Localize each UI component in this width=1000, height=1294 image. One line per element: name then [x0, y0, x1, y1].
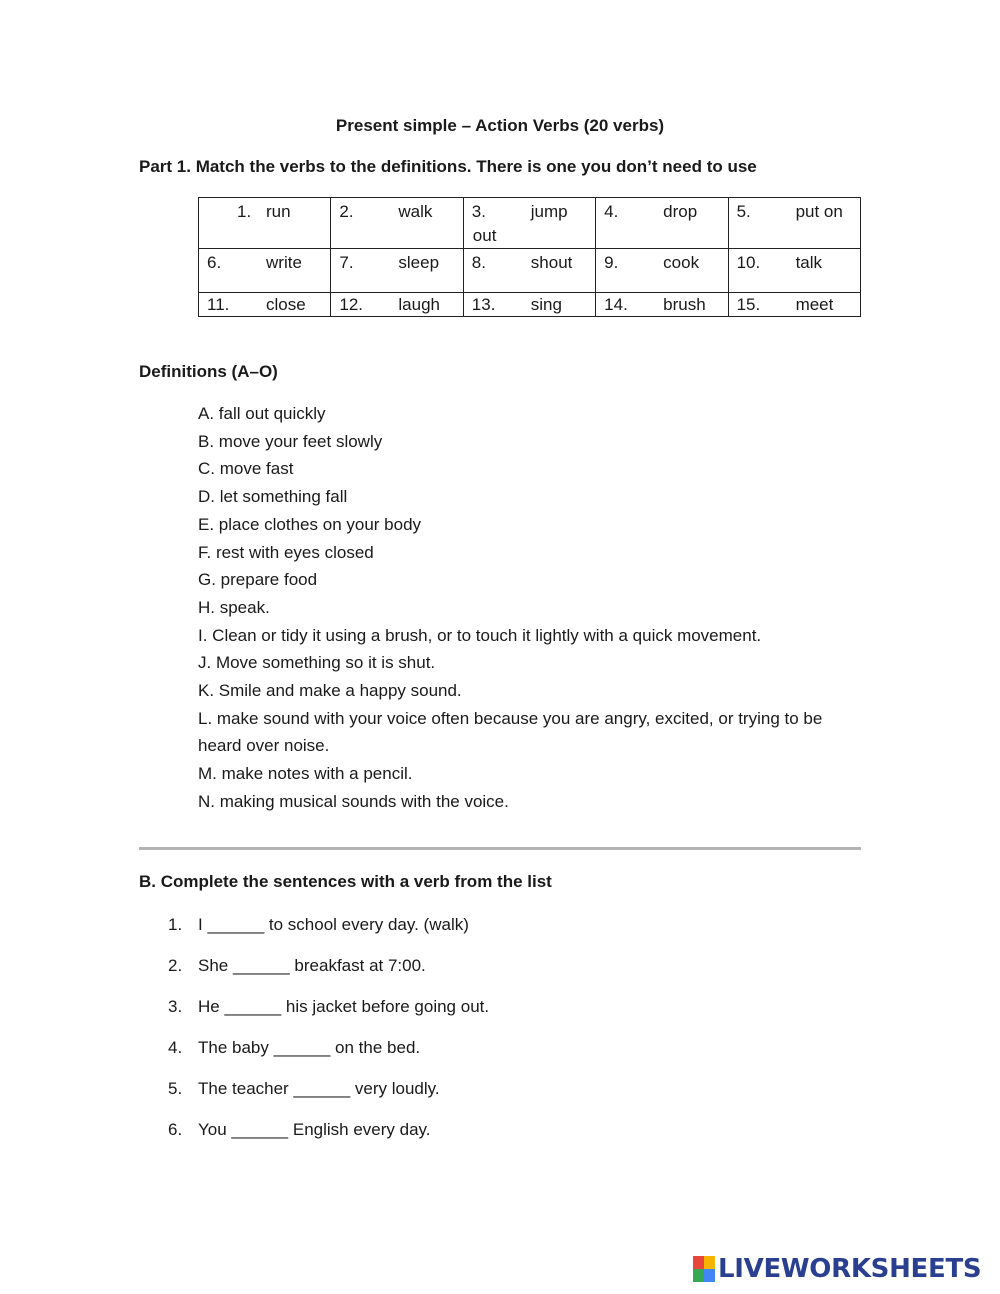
sentence-number: 5.: [168, 1079, 183, 1098]
verb-number: 10.: [736, 253, 761, 272]
verb-word: run: [266, 202, 291, 221]
verb-word: close: [266, 295, 306, 314]
verb-number: 9.: [604, 253, 619, 272]
sentence-item: [168, 993, 489, 1034]
part1-heading: Part 1. Match the verbs to the definitions. There is one you don’t need to use: [139, 157, 757, 176]
table-cell: [596, 249, 728, 293]
definition-item: L. make sound with your voice often because you are angry, excited, or trying to be heard over noise.: [198, 708, 823, 756]
table-cell: [463, 293, 595, 317]
sentence-item: [168, 952, 489, 993]
verb-number: 6.: [207, 253, 222, 272]
table-cell: [728, 249, 860, 293]
verb-word: shout: [530, 253, 573, 272]
definition-item: K. Smile and make a happy sound.: [198, 681, 462, 701]
verb-word: talk: [795, 253, 823, 272]
table-row: [199, 198, 861, 249]
verb-word: drop: [663, 202, 698, 221]
verb-number: 14.: [604, 295, 628, 314]
sentence-number: 1.: [168, 915, 183, 934]
verb-number: 4.: [604, 202, 619, 221]
verb-number: 11.: [207, 295, 230, 314]
definition-item: J. Move something so it is shut.: [198, 653, 436, 673]
verb-word: write: [266, 253, 302, 272]
sentence-text: The baby ______ on the bed.: [198, 1038, 421, 1057]
page-title: Present simple – Action Verbs (20 verbs): [335, 116, 665, 135]
verb-number: 5.: [736, 202, 751, 221]
sentence-item: [168, 1034, 489, 1075]
sentences-list: [168, 911, 489, 1157]
sentence-number: 3.: [168, 997, 183, 1016]
table-row: [199, 293, 861, 317]
verb-number: 13.: [471, 295, 496, 314]
table-cell: [331, 198, 463, 249]
verb-number: 15.: [736, 295, 761, 314]
verb-word: put on: [795, 202, 843, 221]
table-cell: [728, 293, 860, 317]
table-cell: [463, 198, 595, 249]
sentence-number: 2.: [168, 956, 183, 975]
definition-item: G. prepare food: [198, 570, 318, 590]
liveworksheets-logo: [693, 1253, 981, 1285]
definition-item: B. move your feet slowly: [198, 431, 383, 451]
table-cell: [463, 249, 595, 293]
sentence-number: 4.: [168, 1038, 183, 1057]
verb-word: jump: [530, 202, 568, 221]
sentence-item: [168, 911, 489, 952]
definition-item: D. let something fall: [198, 487, 348, 507]
table-cell: [331, 249, 463, 293]
table-row: [199, 249, 861, 293]
table-cell: [596, 198, 728, 249]
table-cell: [199, 198, 331, 249]
verb-number: 2.: [339, 202, 354, 221]
verb-number: 1.: [237, 202, 252, 221]
partB-heading: B. Complete the sentences with a verb from the list: [139, 872, 552, 891]
sentence-number: 6.: [168, 1120, 183, 1139]
logo-mark-icon: [693, 1256, 715, 1282]
definition-item: F. rest with eyes closed: [198, 542, 374, 562]
verb-word: sleep: [398, 253, 440, 272]
verb-word: brush: [663, 295, 706, 314]
verb-word: meet: [795, 295, 834, 314]
verb-word: cook: [663, 253, 700, 272]
table-cell: [596, 293, 728, 317]
definition-item: M. make notes with a pencil.: [198, 764, 413, 784]
verb-number: 8.: [471, 253, 486, 272]
sentence-text: He ______ his jacket before going out.: [198, 997, 490, 1016]
definition-item: I. Clean or tidy it using a brush, or to touch it lightly with a quick movement.: [198, 625, 762, 645]
definitions-list: [198, 400, 868, 816]
verb-word: sing: [530, 295, 562, 314]
definition-item: C. move fast: [198, 459, 294, 479]
verb-number: 12.: [339, 295, 364, 314]
verb-number: 3.: [471, 202, 486, 221]
table-cell: [728, 198, 860, 249]
definition-item: A. fall out quickly: [198, 404, 326, 423]
table-cell: [331, 293, 463, 317]
sentence-text: She ______ breakfast at 7:00.: [198, 956, 426, 975]
sentence-text: You ______ English every day.: [198, 1120, 431, 1139]
sentence-text: The teacher ______ very loudly.: [198, 1079, 440, 1098]
definition-item: E. place clothes on your body: [198, 514, 422, 534]
logo-text: LIVEWORKSHEETS: [718, 1254, 982, 1284]
verb-word: laugh: [398, 295, 440, 314]
sentence-item: [168, 1075, 489, 1116]
table-cell: [199, 249, 331, 293]
definition-item: H. speak.: [198, 597, 270, 617]
verbs-table: [198, 197, 861, 317]
sentence-text: I ______ to school every day. (walk): [198, 915, 469, 934]
definitions-heading: Definitions (A–O): [139, 362, 278, 381]
verb-number: 7.: [339, 253, 354, 272]
verb-word: walk: [398, 202, 433, 221]
sentence-item: [168, 1116, 489, 1157]
section-divider: [139, 847, 861, 850]
verb-word-continued: out: [472, 226, 497, 245]
definition-item: N. making musical sounds with the voice.: [198, 791, 509, 811]
table-cell: [199, 293, 331, 317]
